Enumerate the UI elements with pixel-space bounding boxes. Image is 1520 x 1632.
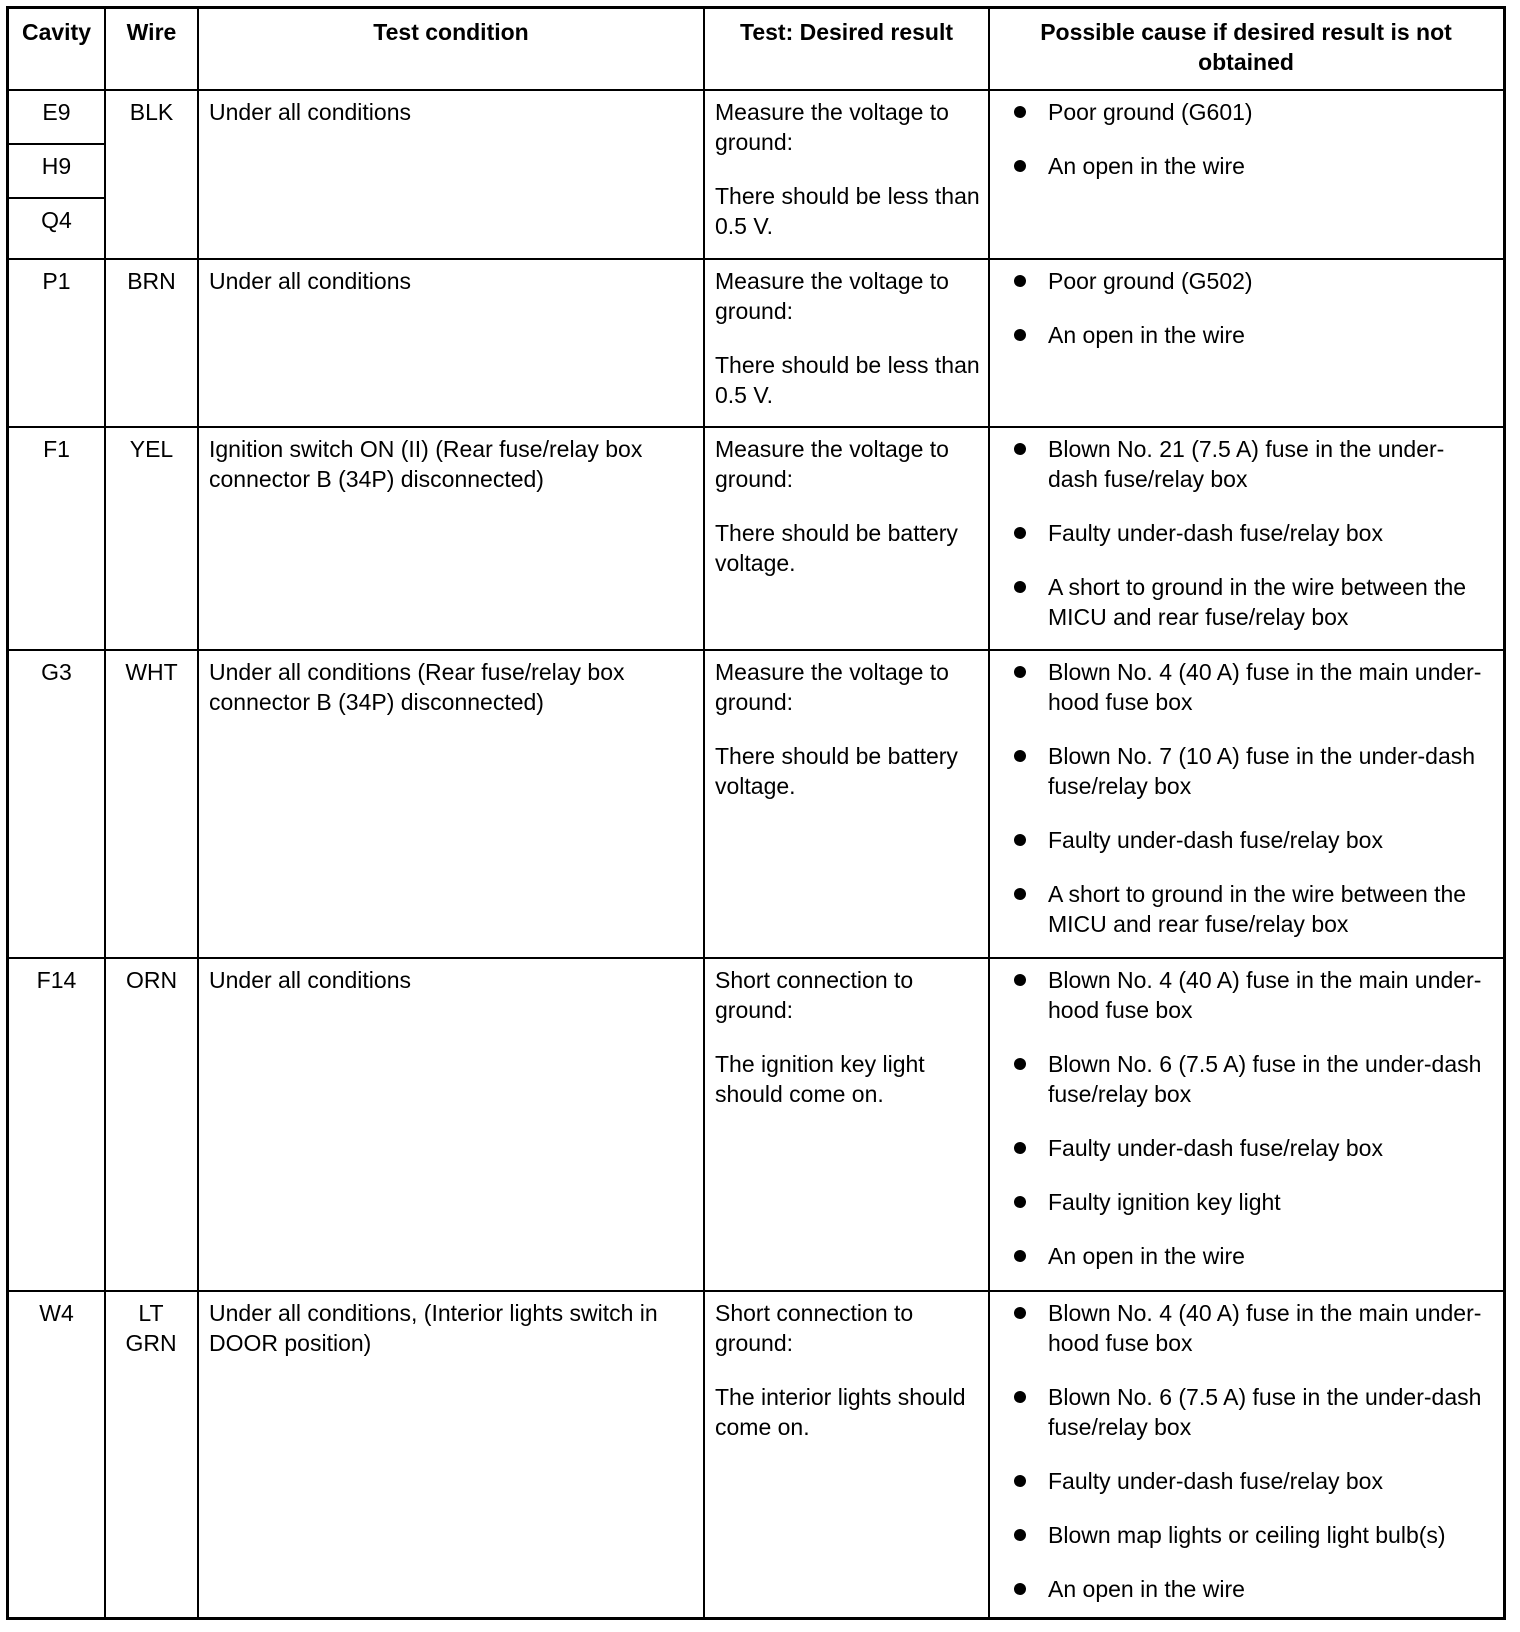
cause-item: Poor ground (G502) [1014,266,1494,296]
desired-result-cell [715,657,981,801]
cause-item: Blown No. 6 (7.5 A) fuse in the under-dash fuse/relay box [1014,1049,1494,1109]
desired-result-cell [715,266,981,410]
header-possible-cause: Possible cause if desired result is not obtained [1040,19,1452,75]
result-test: Short connection to ground: [715,967,914,1023]
cause-item: Blown No. 4 (40 A) fuse in the main under-hood fuse box [1014,657,1494,717]
cause-item: An open in the wire [1014,151,1494,181]
test-condition-cell: Under all conditions [209,268,412,294]
cavity-cell: H9 [41,153,72,179]
possible-cause-cell [1014,434,1494,656]
cause-item: A short to ground in the wire between the MICU and rear fuse/relay box [1014,879,1494,939]
header-desired-result: Test: Desired result [739,19,954,45]
row-divider [9,89,1503,91]
desired-result-cell [715,1298,981,1442]
possible-cause-cell [1014,97,1494,205]
wire-cell: YEL [129,436,174,462]
wire-cell: BLK [129,99,174,125]
cause-item: Blown No. 21 (7.5 A) fuse in the under-dash fuse/relay box [1014,434,1494,494]
wire-cell: BRN [127,268,176,294]
cause-item: Blown No. 7 (10 A) fuse in the under-dash fuse/relay box [1014,741,1494,801]
cause-list [1014,1298,1494,1604]
result-expect: There should be less than 0.5 V. [715,352,980,408]
cause-item: Faulty ignition key light [1014,1187,1494,1217]
cavity-cell: Q4 [41,207,72,233]
cavity-sub-divider [9,143,104,145]
test-condition-cell: Under all conditions [209,967,412,993]
possible-cause-cell [1014,965,1494,1295]
test-condition-cell: Under all conditions, (Interior lights switch in DOOR position) [209,1300,658,1356]
cause-item: An open in the wire [1014,320,1494,350]
cavity-cell: F1 [43,436,70,462]
cause-item: Blown No. 4 (40 A) fuse in the main under-hood fuse box [1014,965,1494,1025]
wire-cell: WHT [125,659,178,685]
cause-item: Poor ground (G601) [1014,97,1494,127]
wire-cell: ORN [125,967,178,993]
wire-cell: LT GRN [125,1300,177,1356]
cause-item: A short to ground in the wire between the MICU and rear fuse/relay box [1014,572,1494,632]
cause-item: Blown No. 6 (7.5 A) fuse in the under-dash fuse/relay box [1014,1382,1494,1442]
row-divider [9,426,1503,428]
cause-item: An open in the wire [1014,1574,1494,1604]
cavity-sub-divider [9,197,104,199]
result-expect: There should be battery voltage. [715,520,958,576]
column-divider [104,9,106,1617]
cause-list [1014,266,1494,350]
cause-item: Faulty under-dash fuse/relay box [1014,518,1494,548]
test-condition-cell: Ignition switch ON (II) (Rear fuse/relay box connector B (34P) disconnected) [209,436,643,492]
result-expect: The interior lights should come on. [715,1384,966,1440]
result-expect: There should be battery voltage. [715,743,958,799]
cavity-cell: G3 [41,659,72,685]
column-divider [197,9,199,1617]
result-test: Measure the voltage to ground: [715,659,949,715]
cause-list [1014,434,1494,632]
cause-item: Faulty under-dash fuse/relay box [1014,1133,1494,1163]
result-test: Short connection to ground: [715,1300,914,1356]
result-test: Measure the voltage to ground: [715,99,949,155]
cavity-cell: E9 [42,99,71,125]
result-test: Measure the voltage to ground: [715,436,949,492]
test-condition-cell: Under all conditions [209,99,412,125]
header-wire: Wire [126,19,177,45]
row-divider [9,258,1503,260]
header-test-condition: Test condition [373,19,529,45]
desired-result-cell [715,965,981,1109]
possible-cause-cell [1014,657,1494,963]
test-condition-cell: Under all conditions (Rear fuse/relay box connector B (34P) disconnected) [209,659,625,715]
possible-cause-cell [1014,1298,1494,1628]
result-test: Measure the voltage to ground: [715,268,949,324]
cause-item: Faulty under-dash fuse/relay box [1014,1466,1494,1496]
result-expect: The ignition key light should come on. [715,1051,925,1107]
connector-test-table [6,6,1506,1620]
cavity-cell: P1 [42,268,71,294]
cause-item: Blown map lights or ceiling light bulb(s) [1014,1520,1494,1550]
cause-item: Blown No. 4 (40 A) fuse in the main under-hood fuse box [1014,1298,1494,1358]
cause-item: Faulty under-dash fuse/relay box [1014,825,1494,855]
column-divider [703,9,705,1617]
desired-result-cell [715,434,981,578]
cause-list [1014,97,1494,181]
column-divider [988,9,990,1617]
desired-result-cell [715,97,981,241]
cause-list [1014,657,1494,939]
cavity-cell: W4 [39,1300,74,1326]
cavity-cell: F14 [36,967,77,993]
possible-cause-cell [1014,266,1494,374]
header-cavity: Cavity [21,19,92,45]
cause-item: An open in the wire [1014,1241,1494,1271]
cause-list [1014,965,1494,1271]
result-expect: There should be less than 0.5 V. [715,183,980,239]
